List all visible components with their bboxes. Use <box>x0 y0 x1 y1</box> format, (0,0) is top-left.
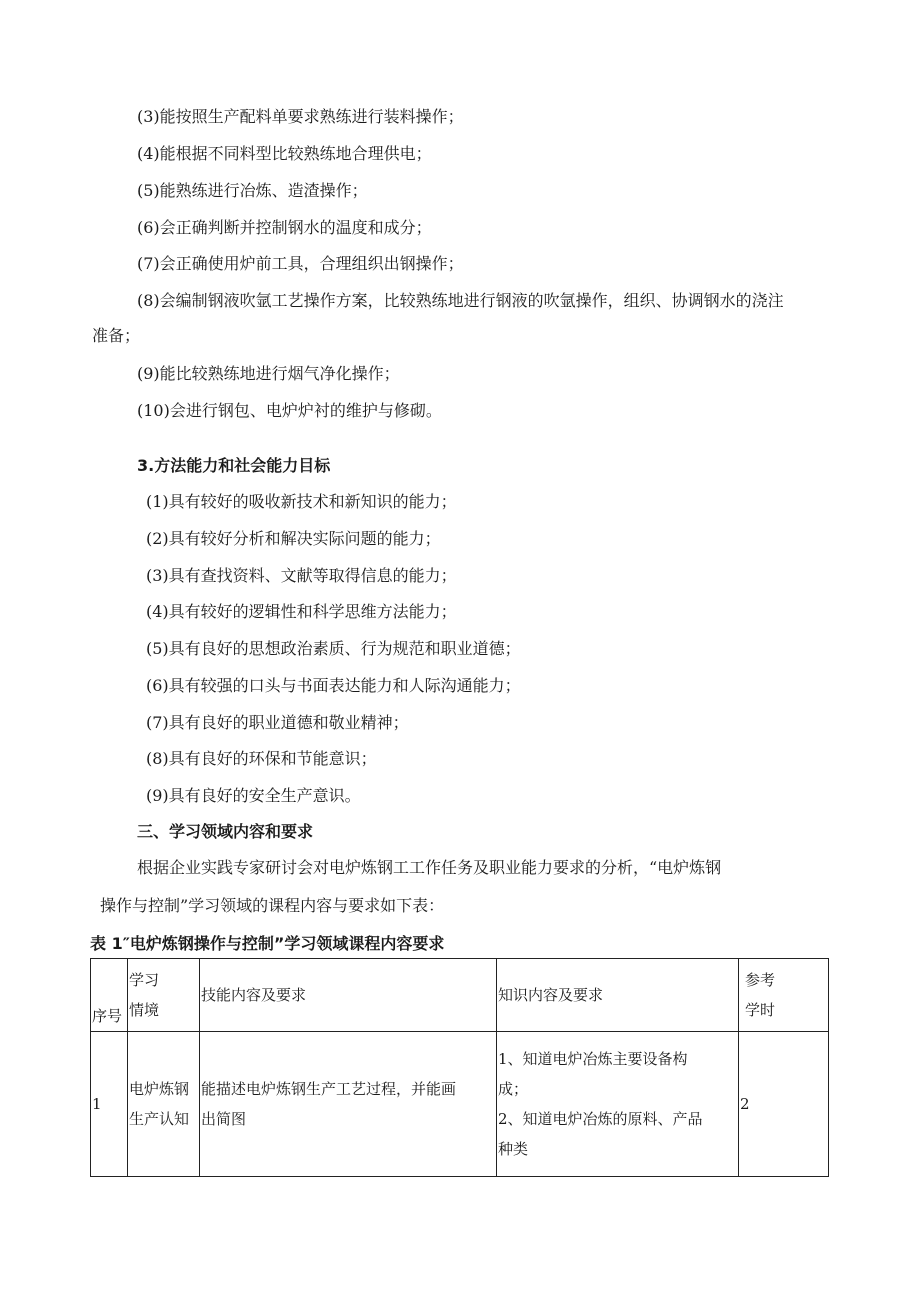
skill-item-7: (7)会正确使用炉前工具，合理组织出钢操作； <box>137 254 464 273</box>
header-skill: 技能内容及要求 <box>200 959 497 1032</box>
method-item-2: (2)具有较好分析和解决实际问题的能力； <box>146 529 441 548</box>
cell-situation: 电炉炼钢 生产认知 <box>128 1032 200 1177</box>
header-knowledge: 知识内容及要求 <box>497 959 739 1032</box>
section-heading: 三、学习领域内容和要求 <box>137 822 314 841</box>
method-item-8: (8)具有良好的环保和节能意识； <box>146 749 377 768</box>
skill-item-3: (3)能按照生产配料单要求熟练进行装料操作； <box>137 107 464 126</box>
header-situation: 学习 情境 <box>128 959 200 1032</box>
skill-item-4: (4)能根据不同料型比较熟练地合理供电； <box>137 144 432 163</box>
skill-item-8: (8)会编制钢液吹氩工艺操作方案，比较熟练地进行钢液的吹氩操作，组织、协调钢水的浇注 <box>137 291 784 310</box>
method-item-6: (6)具有较强的口头与书面表达能力和人际沟通能力； <box>146 676 521 695</box>
method-heading: 3.方法能力和社会能力目标 <box>137 456 331 475</box>
table-header-row <box>91 959 829 1032</box>
course-content-table <box>90 958 829 1177</box>
skill-item-6: (6)会正确判断并控制钢水的温度和成分； <box>137 218 432 237</box>
method-item-3: (3)具有查找资料、文献等取得信息的能力； <box>146 566 457 585</box>
skill-item-5: (5)能熟练进行冶炼、造渣操作； <box>137 181 368 200</box>
method-item-4: (4)具有较好的逻辑性和科学思维方法能力； <box>146 602 457 621</box>
header-seq: 序号 <box>91 959 128 1032</box>
method-item-7: (7)具有良好的职业道德和敬业精神； <box>146 713 409 732</box>
intro-line-2: 操作与控制”学习领域的课程内容与要求如下表： <box>100 896 445 915</box>
cell-knowledge: 1、知道电炉冶炼主要设备构 成； 2、知道电炉冶炼的原料、产品 种类 <box>497 1032 739 1177</box>
skill-item-9: (9)能比较熟练地进行烟气净化操作； <box>137 364 400 383</box>
table-caption: 表 1″电炉炼钢操作与控制”学习领域课程内容要求 <box>90 934 445 953</box>
skill-item-8-cont: 准备； <box>92 326 141 345</box>
cell-hours: 2 <box>739 1032 829 1177</box>
table-row <box>91 1032 829 1177</box>
skill-item-10: (10)会进行钢包、电炉炉衬的维护与修砌。 <box>137 401 442 420</box>
method-item-9: (9)具有良好的安全生产意识。 <box>146 786 361 805</box>
method-item-1: (1)具有较好的吸收新技术和新知识的能力； <box>146 492 457 511</box>
intro-line-1: 根据企业实践专家研讨会对电炉炼钢工工作任务及职业能力要求的分析，“电炉炼钢 <box>137 858 722 877</box>
cell-skill: 能描述电炉炼钢生产工艺过程，并能画 出简图 <box>200 1032 497 1177</box>
method-item-5: (5)具有良好的思想政治素质、行为规范和职业道德； <box>146 639 521 658</box>
cell-seq: 1 <box>91 1032 128 1177</box>
header-hours: 参考 学时 <box>739 959 829 1032</box>
